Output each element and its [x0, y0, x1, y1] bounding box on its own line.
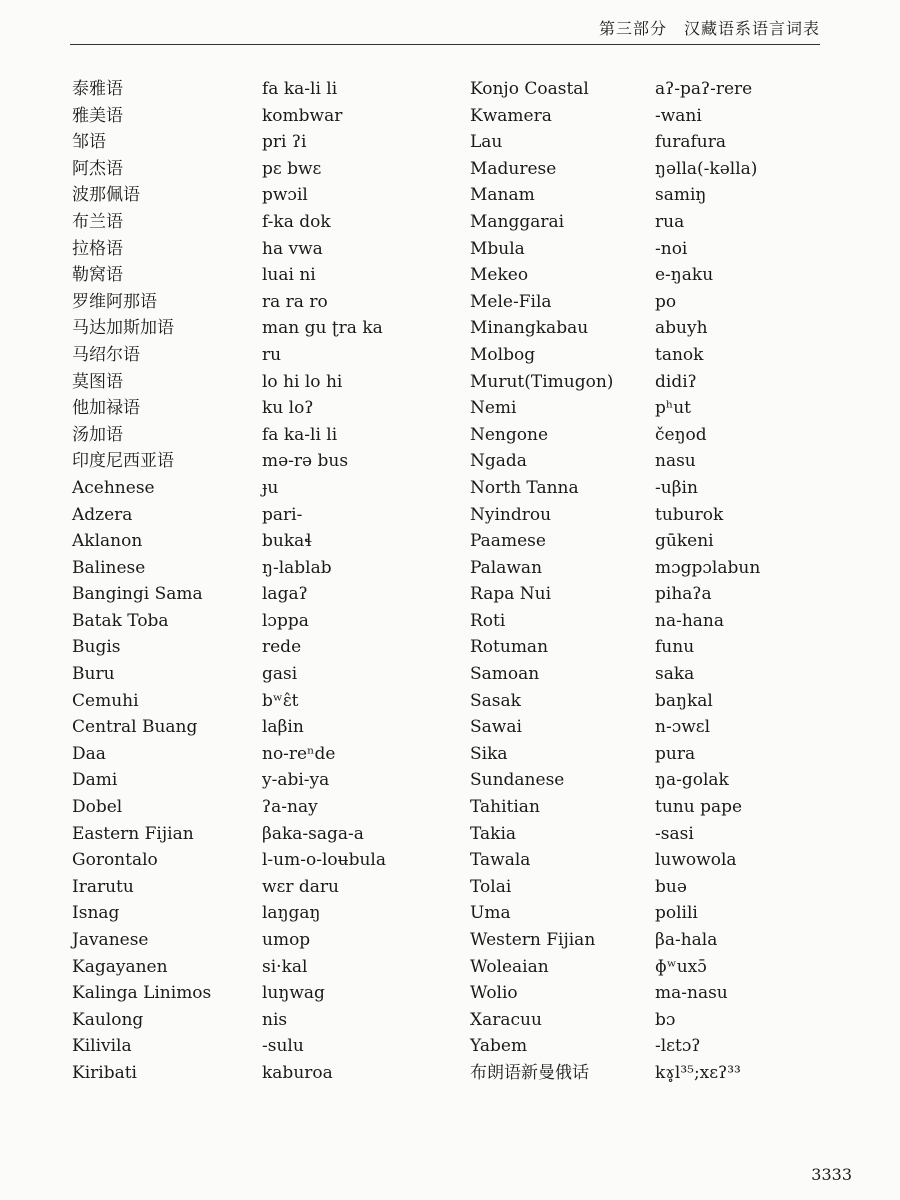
- language-name: Nemi: [470, 398, 517, 419]
- word-form: gasi: [262, 664, 298, 685]
- word-form: ʔa-nay: [262, 797, 318, 818]
- word-form: bɔ: [655, 1009, 676, 1030]
- language-name: Molbog: [470, 344, 536, 365]
- word-form: buə: [655, 876, 687, 897]
- word-form: ɟu: [262, 477, 279, 498]
- language-name: Minangkabau: [470, 318, 589, 339]
- language-name: North Tanna: [470, 477, 579, 498]
- word-form: bʷɛ̂t: [262, 690, 299, 711]
- language-name: Balinese: [72, 557, 146, 578]
- language-name: Palawan: [470, 557, 543, 578]
- right-language-column: [470, 76, 650, 1087]
- word-form: lagaʔ: [262, 584, 308, 605]
- language-name: Kiribati: [72, 1062, 137, 1083]
- word-form: gūkeni: [655, 531, 714, 552]
- word-form: pɛ bwɛ: [262, 158, 322, 179]
- language-name: 邹语: [72, 132, 106, 153]
- word-form: l-um-o-loʉbula: [262, 850, 386, 871]
- word-form: pri ʔi: [262, 132, 307, 153]
- word-form: rede: [262, 637, 302, 658]
- word-form: βaka-saga-a: [262, 823, 364, 844]
- language-name: 布朗语新曼俄话: [470, 1062, 589, 1083]
- word-form: furafura: [655, 132, 727, 153]
- word-form: ku loʔ: [262, 398, 314, 419]
- word-form: ma-nasu: [655, 983, 728, 1004]
- language-name: 波那佩语: [72, 185, 140, 206]
- language-name: Kwamera: [470, 105, 552, 126]
- word-form: wɛr daru: [262, 876, 339, 897]
- language-name: Madurese: [470, 158, 557, 179]
- language-name: Nengone: [470, 424, 549, 445]
- word-form: nis: [262, 1009, 288, 1030]
- header-rule: [70, 44, 820, 45]
- word-form: -noi: [655, 238, 688, 259]
- word-form: fa ka-li li: [262, 424, 338, 445]
- word-form: fa ka-li li: [262, 79, 338, 99]
- language-name: Kaulong: [72, 1009, 144, 1030]
- word-form: kɤ̥l³⁵;xɛʔ³³: [655, 1062, 741, 1083]
- language-name: Uma: [470, 903, 511, 924]
- language-name: Konjo Coastal: [470, 79, 589, 99]
- language-name: Tolai: [470, 876, 512, 897]
- language-name: 莫图语: [72, 371, 123, 392]
- language-name: Dobel: [72, 797, 123, 818]
- language-name: Manggarai: [470, 211, 565, 232]
- language-name: Irarutu: [72, 876, 134, 897]
- language-name: Bugis: [72, 637, 121, 658]
- word-form: tanok: [655, 344, 704, 365]
- word-form: mə-rə bus: [262, 451, 349, 472]
- language-name: Xaracuu: [470, 1009, 542, 1030]
- left-language-column: [72, 76, 252, 1087]
- word-form: βa-hala: [655, 930, 718, 950]
- language-name: Mekeo: [470, 265, 529, 286]
- language-name: Roti: [470, 610, 506, 631]
- language-name: Gorontalo: [72, 850, 158, 871]
- language-name: 雅美语: [72, 105, 123, 126]
- language-name: Nyindrou: [470, 504, 552, 525]
- word-form: aʔ-paʔ-rere: [655, 79, 753, 99]
- word-form: f-ka dok: [262, 211, 331, 232]
- language-name: Daa: [72, 743, 106, 764]
- word-form: ŋəlla(-kəlla): [655, 158, 758, 179]
- word-form: čeŋod: [655, 424, 707, 445]
- language-name: Murut(Timugon): [470, 371, 614, 392]
- word-form: na-hana: [655, 610, 724, 631]
- word-form: ra ra ro: [262, 291, 328, 312]
- language-name: Javanese: [72, 930, 149, 950]
- language-name: Central Buang: [72, 717, 198, 738]
- word-form: pʰut: [655, 398, 692, 419]
- language-name: Takia: [470, 823, 517, 844]
- left-form-column: [262, 76, 462, 1087]
- language-name: Adzera: [72, 504, 133, 525]
- word-form: luwowola: [655, 850, 737, 871]
- language-name: Ngada: [470, 451, 527, 472]
- language-name: Bangingi Sama: [72, 584, 203, 605]
- word-form: baŋkal: [655, 690, 713, 711]
- language-name: 勒窝语: [72, 265, 123, 286]
- word-form: lo hi lo hi: [262, 371, 343, 392]
- word-form: e-ŋaku: [655, 265, 714, 286]
- word-form: lɔppa: [262, 610, 309, 631]
- word-form: ŋ-lablab: [262, 557, 332, 578]
- word-form: ŋa-golak: [655, 770, 729, 791]
- language-name: 汤加语: [72, 424, 123, 445]
- language-name: Aklanon: [72, 531, 143, 552]
- language-name: 印度尼西亚语: [72, 451, 174, 472]
- word-form: laŋgaŋ: [262, 903, 321, 924]
- language-name: Yabem: [470, 1036, 528, 1057]
- word-form: -sasi: [655, 823, 694, 844]
- running-header: 第三部分 汉藏语系语言词表: [598, 19, 820, 38]
- right-form-column: [655, 76, 855, 1087]
- word-form: pihaʔa: [655, 584, 712, 605]
- language-name: Batak Toba: [72, 610, 169, 631]
- language-name: Sasak: [470, 690, 521, 711]
- word-form: ru: [262, 344, 282, 365]
- language-name: 马达加斯加语: [72, 318, 174, 339]
- word-form: kaburoa: [262, 1062, 333, 1083]
- word-form: pari-: [262, 504, 303, 525]
- word-form: pura: [655, 743, 696, 764]
- word-form: n-ɔwɛl: [655, 717, 711, 738]
- language-name: Samoan: [470, 664, 540, 685]
- language-name: Sundanese: [470, 770, 565, 791]
- language-name: Cemuhi: [72, 690, 139, 711]
- language-name: Rotuman: [470, 637, 549, 658]
- language-name: 马绍尔语: [72, 344, 140, 365]
- word-form: tuburok: [655, 504, 724, 525]
- word-form: funu: [655, 637, 695, 658]
- word-form: laβin: [262, 717, 304, 738]
- word-form: ha vwa: [262, 238, 323, 259]
- word-form: man gu ʈra ka: [262, 318, 383, 339]
- word-form: po: [655, 291, 677, 312]
- word-form: -uβin: [655, 477, 698, 498]
- word-form: samiŋ: [655, 185, 707, 206]
- word-form: umop: [262, 930, 311, 950]
- word-form: -lɛtɔʔ: [655, 1036, 701, 1057]
- word-form: didiʔ: [655, 371, 697, 392]
- language-name: Kagayanen: [72, 956, 168, 977]
- word-form: y-abi-ya: [262, 770, 330, 791]
- language-name: 他加禄语: [72, 398, 140, 419]
- language-name: Rapa Nui: [470, 584, 552, 605]
- language-name: 布兰语: [72, 211, 123, 232]
- language-name: 拉格语: [72, 238, 123, 259]
- language-name: Isnag: [72, 903, 120, 924]
- language-name: Sawai: [470, 717, 522, 738]
- language-name: 罗维阿那语: [72, 291, 157, 312]
- language-name: 阿杰语: [72, 158, 123, 179]
- word-form: nasu: [655, 451, 696, 472]
- word-form: luŋwag: [262, 983, 325, 1004]
- language-name: Paamese: [470, 531, 546, 552]
- word-form: pwɔil: [262, 185, 308, 206]
- language-name: Manam: [470, 185, 535, 206]
- word-form: saka: [655, 664, 695, 685]
- word-form: abuyh: [655, 318, 708, 339]
- language-name: Kalinga Linimos: [72, 983, 212, 1004]
- word-form: bukaɬ: [262, 531, 312, 552]
- word-form: tunu pape: [655, 797, 743, 818]
- word-form: kombwar: [262, 105, 343, 126]
- language-name: Buru: [72, 664, 115, 685]
- language-name: Western Fijian: [470, 930, 596, 950]
- language-name: Wolio: [470, 983, 518, 1004]
- language-name: Acehnese: [72, 477, 155, 498]
- language-name: Tawala: [470, 850, 531, 871]
- word-form: luai ni: [262, 265, 316, 286]
- language-name: Tahitian: [470, 797, 540, 818]
- language-name: Kilivila: [72, 1036, 132, 1057]
- language-name: 泰雅语: [72, 79, 123, 99]
- language-name: Eastern Fijian: [72, 823, 194, 844]
- word-form: rua: [655, 211, 685, 232]
- word-form: si·kal: [262, 956, 308, 977]
- page-number: 3333: [811, 1165, 852, 1184]
- language-name: Sika: [470, 743, 508, 764]
- language-name: Dami: [72, 770, 118, 791]
- language-name: Woleaian: [470, 956, 549, 977]
- language-name: Lau: [470, 132, 503, 153]
- word-form: -sulu: [262, 1036, 304, 1057]
- word-form: mɔgpɔlabun: [655, 557, 761, 578]
- word-form: no-reⁿde: [262, 743, 336, 764]
- word-form: polili: [655, 903, 698, 924]
- word-form: -wani: [655, 105, 702, 126]
- language-name: Mele-Fila: [470, 291, 552, 312]
- word-form: ɸʷuxɔ̄: [655, 956, 707, 977]
- language-name: Mbula: [470, 238, 525, 259]
